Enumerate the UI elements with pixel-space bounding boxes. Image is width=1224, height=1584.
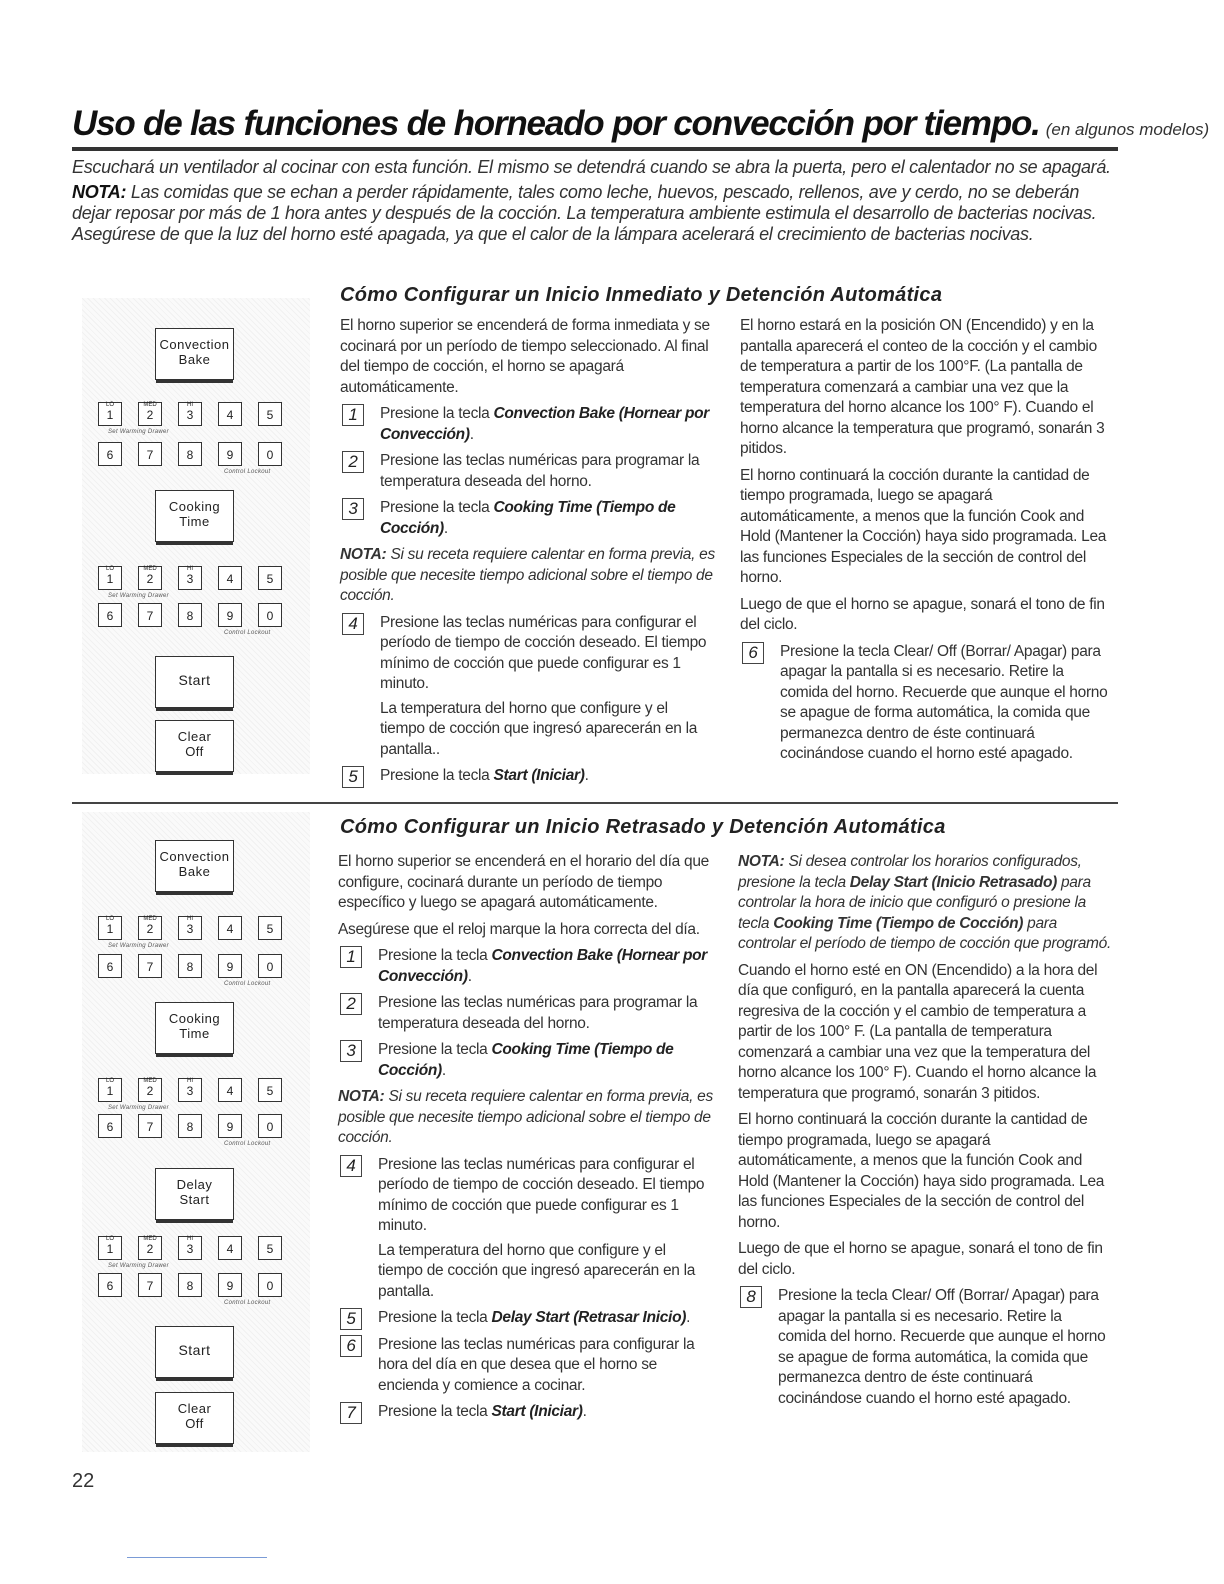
med-label: MED [143,566,157,572]
note-label: NOTA: [338,1088,385,1105]
step-number: 5 [340,1308,362,1330]
section2-title: Cómo Configurar un Inicio Retrasado y Detención Automática [340,816,946,838]
key-digit: 4 [226,572,234,586]
set-warming-label: Set Warming Drawer [108,1105,169,1111]
key-label: Cooking [168,1011,221,1026]
key-label: Start [179,1192,210,1207]
key-3[interactable] [178,1078,202,1102]
set-warming-label: Set Warming Drawer [108,1263,169,1269]
step-number: 6 [340,1335,362,1357]
key-label: Start [178,672,211,688]
key-0[interactable] [258,954,282,978]
key-digit: 8 [186,1120,194,1134]
step-key-name: Start (Iniciar) [491,1403,583,1420]
convection-bake-key[interactable] [155,840,234,892]
step-number: 3 [342,498,364,520]
key-digit: 2 [146,922,154,936]
key-digit: 1 [106,408,114,422]
step-text: Presione las teclas numéricas para programar la temperatura deseada del horno. [378,994,698,1032]
intro-line: Escuchará un ventilador al cocinar con esta función. El mismo se detendrá cuando se abra la puerta, pero el calentador no se apagará. [72,157,1111,177]
key-digit: 2 [146,1242,154,1256]
key-7[interactable] [138,954,162,978]
key-digit: 3 [186,408,194,422]
step-subtext: La temperatura del horno que configure y el tiempo de cocción que ingresó aparecerán en la pantalla.. [380,699,698,758]
key-digit: 7 [146,1279,154,1293]
page-title [72,104,1210,144]
clear-off-key[interactable] [155,720,234,772]
footer-rule [127,1557,267,1558]
note-text: Si su receta requiere calentar en forma previa, es posible que necesite tiempo adicional sobre el tiempo de cocción. [338,1088,713,1146]
key-digit: 3 [186,1084,194,1098]
key-digit: 6 [106,1120,114,1134]
section1-step-3 [340,498,715,539]
step-number: 5 [342,766,364,788]
step-text: Presione la tecla [380,405,494,422]
section2-step-5 [338,1308,713,1329]
key-9[interactable] [218,442,242,466]
key-1[interactable] [98,916,122,940]
key-6[interactable] [98,1114,122,1138]
key-digit: 3 [186,572,194,586]
key-label: Cooking [168,499,221,514]
key-8[interactable] [178,1114,202,1138]
key-7[interactable] [138,442,162,466]
key-8[interactable] [178,603,202,627]
key-9[interactable] [218,1114,242,1138]
note-text: para controlar la hora de inicio que configuró o presione la tecla [738,873,1091,932]
step-text-end: . [443,519,448,537]
key-digit: 3 [186,922,194,936]
med-label: MED [143,402,157,408]
section2-paragraph: El horno continuará la cocción durante la cantidad de tiempo programada, luego se apagará automáticamente, a menos que la función Cook and Hold (Mantener la Cocción) haya sido programada. Lea las funciones Especiales de la sección de control del horno. [738,1111,1105,1231]
step-text: Presione la tecla [378,947,492,964]
key-digit: 5 [266,408,274,422]
key-digit: 2 [146,408,154,422]
page-number: 22 [72,1470,95,1492]
med-label: MED [143,1078,157,1084]
key-1[interactable] [98,402,122,426]
key-digit: 3 [186,1242,194,1256]
section1-step-2 [340,451,715,492]
step-text: Presione la tecla [378,1403,492,1420]
start-key[interactable] [155,656,234,708]
key-1[interactable] [98,1078,122,1102]
title-rule [72,147,1118,151]
section1-step-4 [340,613,715,761]
step-key-name: Convection Bake (Hornear por Convección) [378,947,708,985]
key-digit: 2 [146,1084,154,1098]
key-4[interactable] [218,1236,242,1260]
note-label: NOTA: [340,546,387,563]
step-text-end: . [584,767,589,784]
key-digit: 5 [266,1242,274,1256]
section2-right-column [738,852,1112,1415]
section1-note [340,545,715,607]
key-digit: 8 [186,960,194,974]
key-5[interactable] [258,1078,282,1102]
key-5[interactable] [258,1236,282,1260]
section1-paragraph: El horno estará en la posición ON (Encendido) y en la pantalla aparecerá el conteo de la cocción y el cambio de temperatura a partir de los 100°F. (La pantalla de temperatura comenzará a cambiar una vez que la temperatura del horno alcance los 100° F). Cuando el horno alcance la temperatura que programó, sonarán 3 pitidos. [740,317,1105,457]
step-number: 2 [342,451,364,473]
key-6[interactable] [98,1273,122,1297]
section2-right-note [738,852,1112,955]
control-lockout-label: Control Lockout [224,469,271,475]
step-number: 1 [342,404,364,426]
key-2[interactable] [138,1236,162,1260]
intro [72,157,1122,249]
key-9[interactable] [218,954,242,978]
hi-label: HI [187,566,193,572]
lo-label: LO [105,402,114,408]
key-label: Clear [177,1401,212,1416]
set-warming-label: Set Warming Drawer [108,943,169,949]
step-number: 1 [340,946,362,968]
section2-step-6 [338,1335,713,1397]
section1-right-column [740,316,1112,771]
step-number: 8 [740,1286,762,1308]
hi-label: HI [187,1236,193,1242]
control-lockout-label: Control Lockout [224,630,271,636]
key-digit: 0 [266,1120,274,1134]
key-3[interactable] [178,566,202,590]
step-text-end: . [686,1309,691,1326]
section2-step-2 [338,993,713,1034]
section2-paragraph: Cuando el horno esté en ON (Encendido) a la hora del día que configuró, en la pantalla aparecerá la cuenta regresiva de la cocción y el cambio de temperatura a partir de los 100° F. (La pantalla de temperatura comenzará a cambiar una vez que la temperatura del horno alcance los 100° F). Cuando el horno alcance la temperatura que programó, sonarán 3 pitidos. [738,961,1098,1102]
key-digit: 5 [266,922,274,936]
key-label: Time [179,1026,210,1041]
key-label: Off [185,744,204,759]
key-digit: 8 [186,448,194,462]
key-digit: 7 [146,1120,154,1134]
key-2[interactable] [138,566,162,590]
lo-label: LO [105,566,114,572]
key-digit: 9 [226,448,234,462]
step-text: Presione la tecla [378,1041,492,1058]
key-5[interactable] [258,566,282,590]
lo-label: LO [105,916,114,922]
step-key-name: Cooking Time (Tiempo de Cocción) [380,499,676,537]
key-2[interactable] [138,916,162,940]
section1-left-column [340,316,715,793]
section2-paragraph: Asegúrese que el reloj marque la hora correcta del día. [338,920,700,938]
step-text: Presione las teclas numéricas para configurar la hora del día en que desea que el horno se encienda y comience a cocinar. [378,1335,695,1394]
step-text: Presione la tecla Clear/ Off (Borrar/ Apagar) para apagar la pantalla si es necesario. Retire la comida del horno. Recuerde que aunque el horno se apague de forma automática, la comida que permanezca dentro de éste continuará cocinándose cuando el horno esté apagado. [778,1287,1106,1407]
key-2[interactable] [138,402,162,426]
key-digit: 7 [146,960,154,974]
key-digit: 8 [186,609,194,623]
cooking-time-key[interactable] [155,1002,234,1054]
section1-paragraph: Luego de que el horno se apague, sonará el tono de fin del ciclo. [740,595,1105,633]
key-0[interactable] [258,1114,282,1138]
key-6[interactable] [98,603,122,627]
key-4[interactable] [218,566,242,590]
key-digit: 9 [226,960,234,974]
key-1[interactable] [98,566,122,590]
step-text: Presione la tecla [378,1309,492,1326]
step-text-end: . [582,1403,587,1420]
step-subtext: La temperatura del horno que configure y el tiempo de cocción que ingresó aparecerán en la pantalla. [378,1241,696,1300]
key-digit: 0 [266,960,274,974]
key-9[interactable] [218,603,242,627]
key-label: Delay [176,1177,213,1192]
key-digit: 9 [226,609,234,623]
step-number: 3 [340,1040,362,1062]
key-digit: 1 [106,572,114,586]
key-0[interactable] [258,603,282,627]
key-5[interactable] [258,402,282,426]
key-9[interactable] [218,1273,242,1297]
intro-note-label: NOTA: [72,182,127,202]
key-0[interactable] [258,442,282,466]
key-3[interactable] [178,916,202,940]
key-7[interactable] [138,603,162,627]
key-3[interactable] [178,1236,202,1260]
step-number: 2 [340,993,362,1015]
intro-note-text: Las comidas que se echan a perder rápidamente, tales como leche, huevos, pescado, rellenos, ave y cerdo, no se deberán dejar reposar por más de 1 hora antes y después de la cocción. La temperatura ambiente estimula el desarrollo de bacterias nocivas. Asegúrese de que la luz del horno esté apagada, ya que el calor de la lámpara acelerará el crecimiento de bacterias nocivas. [72,182,1097,244]
key-digit: 7 [146,448,154,462]
section2-step-4 [338,1155,713,1303]
key-digit: 5 [266,572,274,586]
key-8[interactable] [178,954,202,978]
key-label: Convection [159,849,230,864]
step-number: 4 [340,1155,362,1177]
note-label: NOTA: [738,853,785,870]
hi-label: HI [187,402,193,408]
set-warming-label: Set Warming Drawer [108,429,169,435]
key-8[interactable] [178,442,202,466]
hi-label: HI [187,916,193,922]
note-text: Si desea controlar los horarios configurados, presione la tecla [738,853,1082,891]
section2-left-column [338,852,713,1429]
key-label: Bake [178,864,211,879]
key-3[interactable] [178,402,202,426]
key-digit: 0 [266,448,274,462]
med-label: MED [143,1236,157,1242]
key-digit: 0 [266,1279,274,1293]
key-digit: 1 [106,1084,114,1098]
note-text: para controlar el período de tiempo de cocción que programó. [738,914,1111,952]
section2-note [338,1087,713,1149]
step-key-name: Cooking Time (Tiempo de Cocción) [378,1041,674,1079]
title-subtitle: (en algunos modelos) [1045,120,1210,139]
key-1[interactable] [98,1236,122,1260]
key-digit: 0 [266,609,274,623]
intro-note [72,182,1122,245]
key-label: Clear [177,729,212,744]
note-key-name: Cooking Time (Tiempo de Cocción) [773,914,1024,932]
start-key[interactable] [155,1326,234,1378]
key-label: Bake [178,352,211,367]
key-digit: 4 [226,1084,234,1098]
key-digit: 4 [226,922,234,936]
step-text-end: . [467,967,472,985]
key-label: Start [178,1342,211,1358]
key-7[interactable] [138,1273,162,1297]
key-digit: 4 [226,408,234,422]
key-digit: 7 [146,609,154,623]
section2-paragraph: El horno superior se encenderá en el horario del día que configure, cocinará durante un período de tiempo específico y luego se apagará automáticamente. [338,853,709,911]
lo-label: LO [105,1236,114,1242]
control-lockout-label: Control Lockout [224,1300,271,1306]
keypad-panel-2 [82,812,310,1452]
step-number: 7 [340,1402,362,1424]
step-text: Presione las teclas numéricas para programar la temperatura deseada del horno. [380,452,700,490]
clear-off-key[interactable] [155,1392,234,1444]
section1-paragraph: El horno superior se encenderá de forma inmediata y se cocinará por un período de tiempo seleccionado. Al final del tiempo de cocción, el horno se apagará automáticamente. [340,317,710,396]
convection-bake-key[interactable] [155,328,234,380]
note-text: Si su receta requiere calentar en forma previa, es posible que necesite tiempo adicional sobre el tiempo de cocción. [340,546,715,604]
key-4[interactable] [218,916,242,940]
keypad-panel-1 [82,298,310,774]
key-6[interactable] [98,442,122,466]
step-number: 4 [342,613,364,635]
section2-step-8 [738,1286,1112,1409]
title-main: Uso de las funciones de horneado por convección por tiempo. [72,104,1040,143]
key-label: Convection [159,337,230,352]
step-text: Presione la tecla Clear/ Off (Borrar/ Apagar) para apagar la pantalla si es necesario. Retire la comida del horno. Recuerde que aunque el horno se apague de forma automática, la comida que permanezca dentro de éste continuará cocinándose cuando el horno esté apagado. [780,642,1108,762]
key-7[interactable] [138,1114,162,1138]
section1-step-1 [340,404,715,445]
step-text: Presione las teclas numéricas para configurar el período de tiempo de cocción deseado. El tiempo mínimo de cocción que puede configurar es 1 minuto. [378,1155,705,1234]
section2-paragraph: Luego de que el horno se apague, sonará el tono de fin del ciclo. [738,1240,1103,1278]
key-digit: 2 [146,572,154,586]
control-lockout-label: Control Lockout [224,1141,271,1147]
key-digit: 1 [106,922,114,936]
lo-label: LO [105,1078,114,1084]
section2-step-1 [338,946,713,987]
step-key-name: Convection Bake (Hornear por Convección) [380,405,710,443]
key-digit: 1 [106,1242,114,1256]
control-lockout-label: Control Lockout [224,981,271,987]
section2-step-7 [338,1402,713,1423]
section1-paragraph: El horno continuará la cocción durante la cantidad de tiempo programada, luego se apagará automáticamente, a menos que la función Cook and Hold (Mantener la Cocción) haya sido programada. Lea las funciones Especiales de la sección de control del horno. [740,466,1107,586]
med-label: MED [143,916,157,922]
set-warming-label: Set Warming Drawer [108,593,169,599]
key-6[interactable] [98,954,122,978]
key-digit: 6 [106,1279,114,1293]
step-number: 6 [742,642,764,664]
key-label: Off [185,1416,204,1431]
section1-step-5 [340,766,715,787]
key-digit: 6 [106,448,114,462]
section2-step-3 [338,1040,713,1081]
key-digit: 9 [226,1279,234,1293]
section1-step-6 [740,642,1112,765]
step-text-end: . [469,425,474,443]
key-5[interactable] [258,916,282,940]
key-digit: 4 [226,1242,234,1256]
hi-label: HI [187,1078,193,1084]
key-digit: 8 [186,1279,194,1293]
step-text: Presione las teclas numéricas para configurar el período de tiempo de cocción deseado. El tiempo mínimo de cocción que puede configurar es 1 minuto. [380,613,707,692]
key-label: Time [179,514,210,529]
key-4[interactable] [218,402,242,426]
step-text: Presione la tecla [380,499,494,516]
section-divider [72,802,1118,804]
step-key-name: Delay Start (Retrasar Inicio) [491,1309,687,1326]
delay-start-key[interactable] [155,1168,234,1220]
key-digit: 9 [226,1120,234,1134]
step-key-name: Start (Iniciar) [493,767,585,784]
section1-title: Cómo Configurar un Inicio Inmediato y Detención Automática [340,284,943,306]
note-key-name: Delay Start (Inicio Retrasado) [849,873,1057,891]
key-4[interactable] [218,1078,242,1102]
key-0[interactable] [258,1273,282,1297]
step-text-end: . [441,1061,446,1079]
key-8[interactable] [178,1273,202,1297]
key-2[interactable] [138,1078,162,1102]
step-text: Presione la tecla [380,767,494,784]
key-digit: 5 [266,1084,274,1098]
key-digit: 6 [106,960,114,974]
cooking-time-key[interactable] [155,490,234,542]
key-digit: 6 [106,609,114,623]
